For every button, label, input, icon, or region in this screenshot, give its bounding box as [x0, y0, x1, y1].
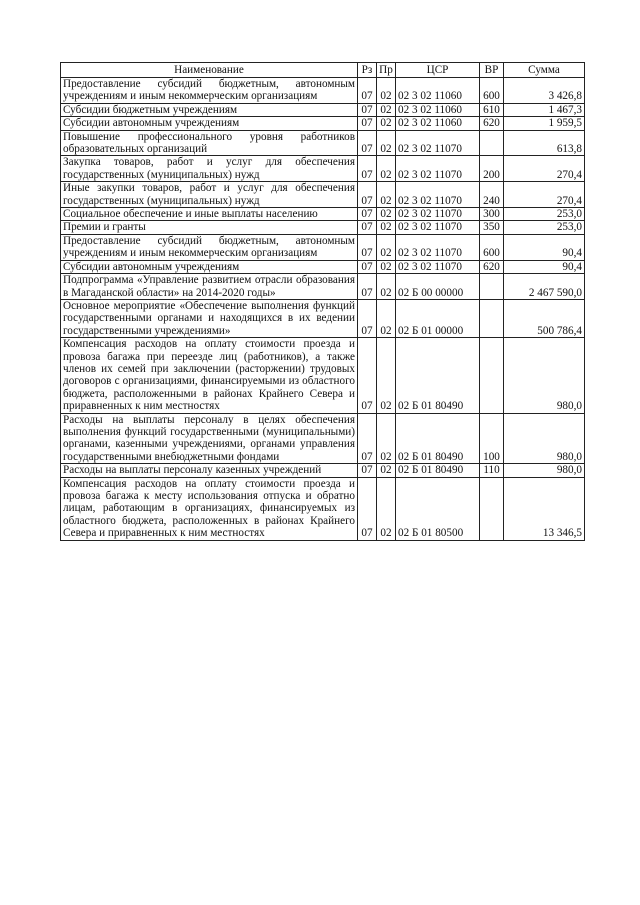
row-sum: 270,4: [504, 156, 585, 182]
header-pr: Пр: [377, 63, 396, 78]
row-name: Основное мероприятие «Обеспечение выполнения функций государственными органами и находящихся в их ведении государственными учреждениями»: [61, 299, 358, 337]
row-name: Подпрограмма «Управление развитием отрасли образования в Магаданской области» на 2014-2020 годы»: [61, 274, 358, 300]
row-rz: 07: [358, 464, 377, 477]
row-csr: 02 Б 00 00000: [396, 274, 480, 300]
row-csr: 02 Б 01 80490: [396, 413, 480, 464]
header-rz: Рз: [358, 63, 377, 78]
row-pr: 02: [377, 182, 396, 208]
table-row: [61, 221, 585, 234]
table-row: [61, 299, 585, 337]
row-csr: 02 3 02 11070: [396, 234, 480, 260]
row-vr: [480, 299, 504, 337]
row-rz: 07: [358, 338, 377, 413]
row-vr: [480, 130, 504, 156]
row-rz: 07: [358, 274, 377, 300]
row-csr: 02 3 02 11070: [396, 221, 480, 234]
header-vr: ВР: [480, 63, 504, 78]
row-sum: 980,0: [504, 464, 585, 477]
row-vr: 110: [480, 464, 504, 477]
row-pr: 02: [377, 78, 396, 104]
row-sum: 980,0: [504, 338, 585, 413]
header-row: [61, 63, 585, 78]
row-vr: 240: [480, 182, 504, 208]
row-sum: 1 959,5: [504, 117, 585, 130]
row-pr: 02: [377, 299, 396, 337]
row-vr: [480, 338, 504, 413]
row-sum: 13 346,5: [504, 477, 585, 540]
row-rz: 07: [358, 117, 377, 130]
table-row: [61, 274, 585, 300]
row-csr: 02 Б 01 80490: [396, 464, 480, 477]
row-vr: [480, 477, 504, 540]
row-rz: 07: [358, 299, 377, 337]
table-row: [61, 208, 585, 221]
row-name: Субсидии автономным учреждениям: [61, 260, 358, 273]
table-body: [61, 78, 585, 541]
row-pr: 02: [377, 130, 396, 156]
row-sum: 90,4: [504, 260, 585, 273]
table-row: [61, 338, 585, 413]
table-row: [61, 234, 585, 260]
row-csr: 02 3 02 11070: [396, 208, 480, 221]
row-csr: 02 Б 01 80490: [396, 338, 480, 413]
row-csr: 02 3 02 11070: [396, 130, 480, 156]
row-name: Компенсация расходов на оплату стоимости проезда и провоза багажа к месту использования отпуска и обратно лицам, работающим в организациях, финансируемых из областного бюджета, расположенных в районах Крайнего Севера и приравненных к ним местностях: [61, 477, 358, 540]
row-rz: 07: [358, 208, 377, 221]
row-name: Предоставление субсидий бюджетным, автономным учреждениям и иным некоммерческим организациям: [61, 78, 358, 104]
row-sum: 90,4: [504, 234, 585, 260]
row-name: Субсидии автономным учреждениям: [61, 117, 358, 130]
row-csr: 02 3 02 11060: [396, 117, 480, 130]
row-pr: 02: [377, 464, 396, 477]
row-vr: 620: [480, 117, 504, 130]
row-sum: 253,0: [504, 208, 585, 221]
row-csr: 02 3 02 11070: [396, 156, 480, 182]
row-name: Социальное обеспечение и иные выплаты населению: [61, 208, 358, 221]
row-sum: 500 786,4: [504, 299, 585, 337]
row-name: Расходы на выплаты персоналу казенных учреждений: [61, 464, 358, 477]
row-sum: 980,0: [504, 413, 585, 464]
row-pr: 02: [377, 274, 396, 300]
row-csr: 02 Б 01 80500: [396, 477, 480, 540]
table-row: [61, 260, 585, 273]
row-rz: 07: [358, 260, 377, 273]
table-row: [61, 103, 585, 116]
row-name: Иные закупки товаров, работ и услуг для обеспечения государственных (муниципальных) нужд: [61, 182, 358, 208]
row-name: Закупка товаров, работ и услуг для обеспечения государственных (муниципальных) нужд: [61, 156, 358, 182]
row-vr: 200: [480, 156, 504, 182]
table-row: [61, 413, 585, 464]
row-rz: 07: [358, 103, 377, 116]
row-pr: 02: [377, 338, 396, 413]
table-row: [61, 464, 585, 477]
table-row: [61, 117, 585, 130]
row-pr: 02: [377, 117, 396, 130]
row-pr: 02: [377, 260, 396, 273]
row-name: Премии и гранты: [61, 221, 358, 234]
header-csr: ЦСР: [396, 63, 480, 78]
table-row: [61, 477, 585, 540]
row-rz: 07: [358, 477, 377, 540]
row-pr: 02: [377, 208, 396, 221]
row-vr: 300: [480, 208, 504, 221]
row-name: Предоставление субсидий бюджетным, автономным учреждениям и иным некоммерческим организациям: [61, 234, 358, 260]
row-name: Расходы на выплаты персоналу в целях обеспечения выполнения функций государственными (муниципальными) органами, казенными учреждениями, органами управления государственными внебюджетными фондами: [61, 413, 358, 464]
row-csr: 02 3 02 11060: [396, 78, 480, 104]
header-name: Наименование: [61, 63, 358, 78]
row-vr: 620: [480, 260, 504, 273]
table-row: [61, 78, 585, 104]
row-csr: 02 Б 01 00000: [396, 299, 480, 337]
row-sum: 253,0: [504, 221, 585, 234]
table-row: [61, 130, 585, 156]
row-sum: 270,4: [504, 182, 585, 208]
row-rz: 07: [358, 221, 377, 234]
row-rz: 07: [358, 130, 377, 156]
row-pr: 02: [377, 156, 396, 182]
row-sum: 613,8: [504, 130, 585, 156]
row-pr: 02: [377, 234, 396, 260]
row-rz: 07: [358, 78, 377, 104]
row-name: Повышение профессионального уровня работников образовательных организаций: [61, 130, 358, 156]
row-sum: 1 467,3: [504, 103, 585, 116]
row-csr: 02 3 02 11070: [396, 182, 480, 208]
row-rz: 07: [358, 156, 377, 182]
table-header: [61, 63, 585, 78]
row-vr: [480, 274, 504, 300]
row-csr: 02 3 02 11060: [396, 103, 480, 116]
row-rz: 07: [358, 413, 377, 464]
table-row: [61, 156, 585, 182]
row-sum: 3 426,8: [504, 78, 585, 104]
row-pr: 02: [377, 477, 396, 540]
row-sum: 2 467 590,0: [504, 274, 585, 300]
budget-table: [60, 62, 585, 541]
row-vr: 600: [480, 78, 504, 104]
row-vr: 350: [480, 221, 504, 234]
row-pr: 02: [377, 103, 396, 116]
row-name: Компенсация расходов на оплату стоимости проезда и провоза багажа при переезде лиц (работников), а также членов их семей при заключении (расторжении) трудовых договоров с организациями, финансируемыми из областного бюджета, расположенными в районах Крайнего Севера и приравненных к ним местностях: [61, 338, 358, 413]
table-row: [61, 182, 585, 208]
row-pr: 02: [377, 413, 396, 464]
header-sum: Сумма: [504, 63, 585, 78]
row-vr: 600: [480, 234, 504, 260]
row-csr: 02 3 02 11070: [396, 260, 480, 273]
row-pr: 02: [377, 221, 396, 234]
row-name: Субсидии бюджетным учреждениям: [61, 103, 358, 116]
row-vr: 610: [480, 103, 504, 116]
row-vr: 100: [480, 413, 504, 464]
row-rz: 07: [358, 234, 377, 260]
row-rz: 07: [358, 182, 377, 208]
